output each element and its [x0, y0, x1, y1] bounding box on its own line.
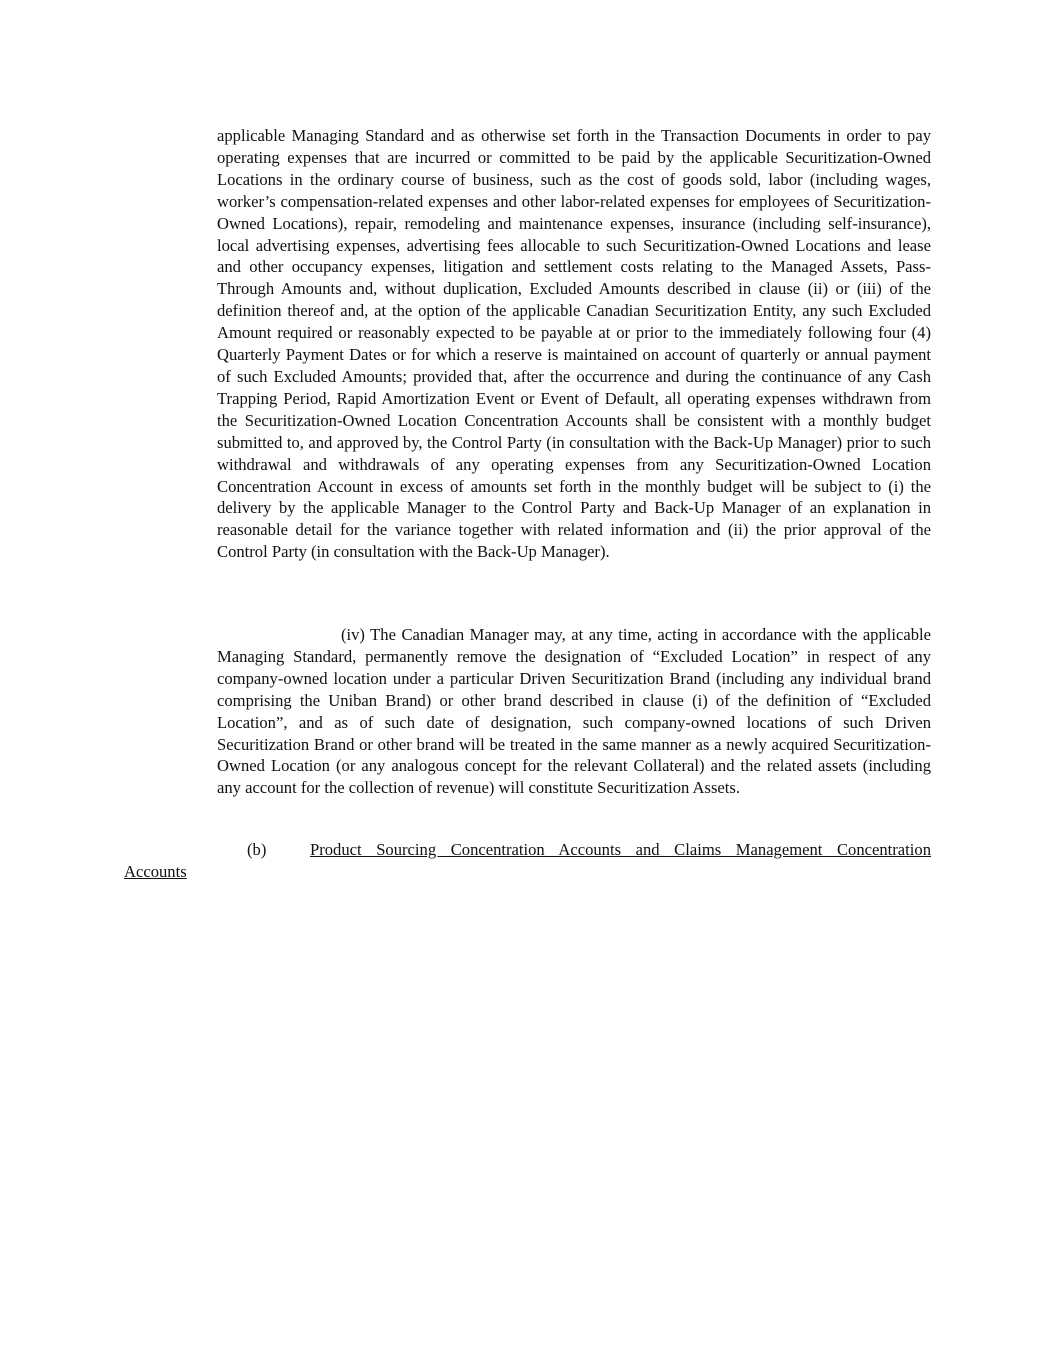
section-b-label: (b) — [247, 840, 267, 859]
section-b-title-line-1: Product Sourcing Concentration Accounts and Claims Management Concentration — [310, 840, 931, 859]
paragraph-continuation: applicable Managing Standard and as otherwise set forth in the Transaction Documents in order to pay operating expenses that are incurred or committed to be paid by the applicable Securitization-Owned Locations in the ordinary course of business, such as the cost of goods sold, labor (including wages, worker’s compensation-related expenses and other labor-related expenses for employees of Securitization-Owned Locations), repair, remodeling and maintenance expenses, insurance (including self-insurance), local advertising expenses, advertising fees allocable to such Securitization-Owned Locations and lease and other occupancy expenses, litigation and settlement costs relating to the Managed Assets, Pass-Through Amounts and, without duplication, Excluded Amounts described in clause (ii) or (iii) of the definition thereof and, at the option of the applicable Canadian Securitization Entity, any such Excluded Amount required or reasonably expected to be payable at or prior to the immediately following four (4) Quarterly Payment Dates or for which a reserve is maintained on account of quarterly or annual payment of such Excluded Amounts; provided that, after the occurrence and during the continuance of any Cash Trapping Period, Rapid Amortization Event or Event of Default, all operating expenses withdrawn from the Securitization-Owned Location Concentration Accounts shall be consistent with a monthly budget submitted to, and approved by, the Control Party (in consultation with the Back-Up Manager) prior to such withdrawal and withdrawals of any operating expenses from any Securitization-Owned Location Concentration Account in excess of amounts set forth in the monthly budget will be subject to (i) the delivery by the applicable Manager to the Control Party and Back-Up Manager of an explanation in reasonable detail for the variance together with related information and (ii) the prior approval of the Control Party (in consultation with the Back-Up Manager). — [217, 126, 931, 562]
section-b-heading — [124, 839, 931, 883]
section-b-title-line-2: Accounts — [124, 862, 187, 881]
paragraph-iv: (iv) The Canadian Manager may, at any time, acting in accordance with the applicable Managing Standard, permanently remove the designation of “Excluded Location” in respect of any company-owned location under a particular Driven Securitization Brand (including any individual brand comprising the Uniban Brand) or other brand described in clause (i) of the definition of “Excluded Location”, and as of such date of designation, such company-owned locations of such Driven Securitization Brand or other brand will be treated in the same manner as a newly acquired Securitization-Owned Location (or any analogous concept for the relevant Collateral) and the related assets (including any account for the collection of revenue) will constitute Securitization Assets. — [217, 625, 931, 798]
